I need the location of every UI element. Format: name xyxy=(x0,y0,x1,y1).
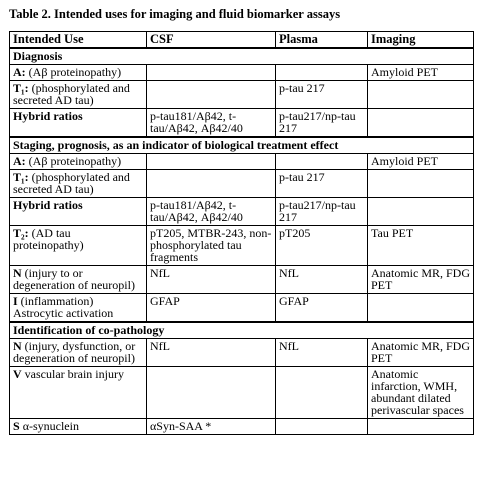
plasma-cell: NfL xyxy=(276,339,368,367)
table-row xyxy=(10,81,474,109)
imaging-cell xyxy=(368,170,474,198)
intended-use-text: (phosphorylated and secreted AD tau) xyxy=(13,170,130,196)
marker-letter: N xyxy=(13,266,22,280)
plasma-cell: NfL xyxy=(276,266,368,294)
plasma-cell xyxy=(276,419,368,435)
table-row xyxy=(10,198,474,226)
section-row-copathology xyxy=(10,322,474,339)
table-row xyxy=(10,226,474,266)
intended-use-text: vascular brain injury xyxy=(21,367,124,381)
section-title-copathology: Identification of co-pathology xyxy=(10,322,474,339)
imaging-cell xyxy=(368,81,474,109)
intended-use-text: (Aβ proteinopathy) xyxy=(25,65,122,79)
csf-cell: GFAP xyxy=(147,294,276,323)
plasma-cell: p-tau 217 xyxy=(276,170,368,198)
csf-cell xyxy=(147,81,276,109)
plasma-cell xyxy=(276,154,368,170)
intended-use-cell xyxy=(10,294,147,323)
plasma-cell: p-tau217/np-tau 217 xyxy=(276,109,368,138)
imaging-cell: Anatomic MR, FDG PET xyxy=(368,266,474,294)
imaging-cell: Anatomic infarction, WMH, abundant dilated perivascular spaces xyxy=(368,367,474,419)
intended-use-cell xyxy=(10,65,147,81)
intended-use-text: (injury to or degeneration of neuropil) xyxy=(13,266,135,292)
marker-letter: T₁: xyxy=(13,81,29,95)
imaging-cell: Amyloid PET xyxy=(368,154,474,170)
plasma-cell xyxy=(276,65,368,81)
intended-use-text: (Aβ proteinopathy) xyxy=(25,154,122,168)
csf-cell: p-tau181/Aβ42, t-tau/Aβ42, Aβ42/40 xyxy=(147,198,276,226)
table-row xyxy=(10,170,474,198)
imaging-cell xyxy=(368,419,474,435)
intended-use-cell xyxy=(10,81,147,109)
table-row xyxy=(10,154,474,170)
plasma-cell: p-tau217/np-tau 217 xyxy=(276,198,368,226)
section-row-diagnosis xyxy=(10,48,474,65)
csf-cell: p-tau181/Aβ42, t-tau/Aβ42, Aβ42/40 xyxy=(147,109,276,138)
intended-use-cell xyxy=(10,154,147,170)
imaging-cell xyxy=(368,294,474,323)
table-row xyxy=(10,266,474,294)
imaging-cell xyxy=(368,109,474,138)
intended-use-cell xyxy=(10,419,147,435)
marker-letter: T₂: xyxy=(13,226,29,240)
plasma-cell: pT205 xyxy=(276,226,368,266)
intended-use-cell: Hybrid ratios xyxy=(10,109,147,138)
intended-use-text: (AD tau proteinopathy) xyxy=(13,226,84,252)
marker-letter: A: xyxy=(13,65,26,79)
imaging-cell: Tau PET xyxy=(368,226,474,266)
section-title-staging: Staging, prognosis, as an indicator of biological treatment effect xyxy=(10,137,474,154)
intended-use-text: α-synuclein xyxy=(19,419,79,433)
csf-cell xyxy=(147,367,276,419)
csf-cell xyxy=(147,154,276,170)
marker-letter: V xyxy=(13,367,22,381)
table-row xyxy=(10,109,474,138)
marker-letter: N xyxy=(13,339,22,353)
marker-letter: S xyxy=(13,419,20,433)
table-row xyxy=(10,367,474,419)
csf-cell xyxy=(147,170,276,198)
csf-cell: NfL xyxy=(147,266,276,294)
col-header-imaging: Imaging xyxy=(368,32,474,49)
intended-use-cell xyxy=(10,170,147,198)
table-row xyxy=(10,65,474,81)
col-header-plasma: Plasma xyxy=(276,32,368,49)
marker-letter: A: xyxy=(13,154,26,168)
marker-letter: I xyxy=(13,294,18,308)
marker-letter: T₁: xyxy=(13,170,29,184)
intended-use-cell xyxy=(10,339,147,367)
csf-cell xyxy=(147,65,276,81)
biomarker-table xyxy=(9,31,474,435)
col-header-intended-use: Intended Use xyxy=(10,32,147,49)
imaging-cell: Amyloid PET xyxy=(368,65,474,81)
plasma-cell: p-tau 217 xyxy=(276,81,368,109)
section-row-staging xyxy=(10,137,474,154)
col-header-csf: CSF xyxy=(147,32,276,49)
intended-use-cell xyxy=(10,226,147,266)
table-caption: Table 2. Intended uses for imaging and fluid biomarker assays xyxy=(9,7,341,21)
intended-use-text: (injury, dysfunction, or degeneration of neuropil) xyxy=(13,339,136,365)
csf-cell: αSyn-SAA * xyxy=(147,419,276,435)
section-title-diagnosis: Diagnosis xyxy=(10,48,474,65)
table-header-row xyxy=(10,32,474,49)
imaging-cell xyxy=(368,198,474,226)
intended-use-cell xyxy=(10,367,147,419)
imaging-cell: Anatomic MR, FDG PET xyxy=(368,339,474,367)
table-row xyxy=(10,339,474,367)
plasma-cell xyxy=(276,367,368,419)
table-row xyxy=(10,419,474,435)
plasma-cell: GFAP xyxy=(276,294,368,323)
intended-use-cell xyxy=(10,266,147,294)
table-row xyxy=(10,294,474,323)
intended-use-text: (phosphorylated and secreted AD tau) xyxy=(13,81,130,107)
intended-use-cell: Hybrid ratios xyxy=(10,198,147,226)
csf-cell: pT205, MTBR-243, non-phosphorylated tau fragments xyxy=(147,226,276,266)
intended-use-text: (inflammation) Astrocytic activation xyxy=(13,294,114,320)
csf-cell: NfL xyxy=(147,339,276,367)
